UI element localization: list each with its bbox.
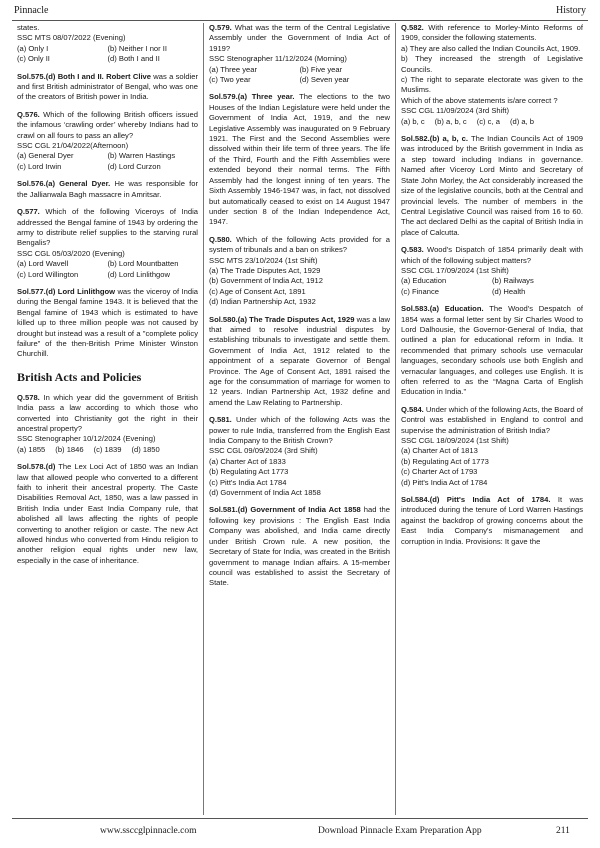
option: (d) Pitt's India Act of 1784	[401, 477, 488, 487]
question-options	[17, 151, 198, 172]
column-2	[204, 23, 396, 815]
column-1	[12, 23, 204, 815]
question-number: Q.580.	[209, 234, 232, 244]
option: (a) Charter Act of 1833	[209, 456, 286, 466]
question-number: Q.578.	[17, 392, 40, 402]
q575-meta: SSC MTS 08/07/2022 (Evening)	[17, 33, 126, 43]
option: (d) Lord Linlithgow	[107, 269, 170, 279]
solution-578	[17, 462, 198, 566]
option: (c) Only II	[17, 54, 50, 64]
question-options	[401, 117, 583, 127]
solution-heading: Sol.576.(a) General Dyer.	[17, 179, 111, 189]
option: (a) Three year	[209, 64, 257, 74]
exam-meta: SSC CGL 09/09/2024 (3rd Shift)	[209, 446, 318, 456]
option: (a) The Trade Disputes Act, 1929	[209, 265, 321, 275]
exam-meta: SSC CGL 21/04/2022(Afternoon)	[17, 141, 129, 151]
option: (b) Regulating Act of 1773	[401, 456, 489, 466]
option: (c) Age of Consent Act, 1891	[209, 286, 306, 296]
option: (d) Lord Curzon	[107, 161, 161, 171]
q575-text-tail: states.	[17, 23, 40, 32]
question-text: Wood’s Dispatch of 1854 primarily dealt with which of the following subject matters?	[401, 245, 583, 265]
question-582	[401, 23, 583, 127]
solution-heading: Sol.582.(b) a, b, c.	[401, 134, 469, 144]
solution-text: The Lex Loci Act of 1850 was an Indian law that allowed people who converted to a different faith to inherit their ancestral property. The Caste Disabilities Removal Act, 1850, was a law passed in British India under East India Company rule, that abolished all laws affecting the rights of people converting to another religion or caste. The new Act allowed hindus who converted from Hindu religion to another religion equal rights under new law, especially in the case of inheritance.	[17, 462, 198, 565]
question-number: Q.584.	[401, 404, 424, 414]
header-rule	[12, 20, 588, 21]
question-text: Which of the following Viceroys of India addressed the Bengal famine of 1943 by ordering the army to distribute relief supplies to the starving rural Bengalis?	[17, 207, 198, 248]
option: (b) Railways	[492, 276, 534, 286]
option: (d) Seven year	[299, 75, 350, 85]
solution-text: He was responsible for the Jallianwala Bagh massacre in Amritsar.	[17, 179, 198, 199]
question-options	[209, 266, 390, 308]
option: (a) 1855	[17, 444, 46, 454]
option: (d) Government of India Act 1858	[209, 488, 321, 498]
option: (c) Lord Willington	[17, 269, 79, 279]
solution-text: The Indian Councils Act of 1909 was introduced by the British government in India as a step toward including Indians in governance. Named after Viceroy Lord Minto and Secretary of State John Morley, the Act considerably increased the size of the legislative councils, both at the Central and provincial levels. The number of members in the Central Legislative Council was raised from 16 to 60. The act declared Delhi as the capital of British India in place of Calcutta.	[401, 134, 583, 237]
q575-tail	[17, 23, 198, 65]
solution-text: had the following key provisions : The English East India Company was abolished, and India came directly under British Crown rule. A new position, the Secretary of State for India, was created in the British government to manage Indian affairs. A 15-member council was established to assist the Secretary of State.	[209, 505, 390, 588]
page-header	[0, 0, 600, 22]
option: (a) Education	[401, 276, 447, 286]
option: (c) Charter Act of 1793	[401, 467, 478, 477]
solution-575	[17, 72, 198, 103]
question-576	[17, 110, 198, 172]
solution-text: The Wood's Despatch of 1854 was a formal letter sent by Sir Charles Wood to Lord Dalhousie, the Governor-General of India, that outlined a plan for educational reform in India. It recommended that primary schools use vernacular languages, secondary schools use both English and vernacular languages, and colleges use English. It is often referred to as the “Magna Carta of English Education in India.”	[401, 304, 583, 397]
solution-heading: Sol.580.(a) The Trade Disputes Act, 1929	[209, 314, 355, 324]
option: (b) Government of India Act, 1912	[209, 276, 323, 286]
option: (b) Lord Mountbatten	[107, 259, 179, 269]
page-footer	[0, 818, 600, 848]
option: (a) Lord Wavell	[17, 259, 69, 269]
exam-meta: SSC CGL 11/09/2024 (3rd Shift)	[401, 106, 510, 116]
question-options	[209, 65, 390, 86]
question-number: Q.576.	[17, 109, 40, 119]
question-text: Under which of the following Acts, the Board of Control was established in England to control and supervise the administration of British India?	[401, 404, 583, 435]
header-subject: History	[556, 5, 586, 16]
question-number: Q.581.	[209, 415, 232, 425]
exam-meta: SSC CGL 05/03/2020 (Evening)	[17, 248, 125, 258]
question-583	[401, 245, 583, 297]
option: (d) 1850	[131, 444, 160, 454]
exam-meta: SSC MTS 23/10/2024 (1st Shift)	[209, 255, 318, 265]
question-text: Which of the following Acts provided for a system of tribunals and a ban on strikes?	[209, 234, 390, 255]
question-580	[209, 235, 390, 308]
option: (c) c, a	[476, 116, 500, 126]
option: (b) Five year	[299, 64, 343, 74]
question-text: Under which of the following Acts was the power to rule India, transferred from the English East India Company to the British Crown?	[209, 415, 390, 446]
footer-website-link[interactable]: www.ssccglpinnacle.com	[100, 826, 197, 836]
header-publisher: Pinnacle	[14, 5, 49, 16]
question-579	[209, 23, 390, 85]
solution-heading: Sol.581.(d) Government of India Act 1858	[209, 505, 361, 515]
solution-text: The elections to the two Houses of the Indian Legislature were held under the Government of India Act, 1919, and the new Legislative Assembly was inaugurated on 9 February 1921. The First and the Second Assemblies were dissolved within their life term of three years. The life of the Third, Fourth and the Fifth Assemblies were extended beyond their normal terms. The Fifth Assembly had the longest inning of ten years. The Sixth Assembly 1946-1947 was, in fact, not dissolved but automatically ceased to exist on 14 August 1947 under section 8 of the Indian Independence Act, 1947.	[209, 92, 390, 227]
solution-text: It was introduced during the tenure of Lord Warren Hastings against the backdrop of growing concerns about the East India Company's mismanagement and corruption in India. Provisions: It gave the	[401, 495, 583, 546]
question-text: What was the term of the Central Legislative Assembly under the Government of India Act of 1919?	[209, 23, 390, 53]
solution-text: was a law that aimed to resolve industrial disputes by establishing tribunals to investigate and settle them. Government of India Act, 1912 related to the appointment of a separate Governor of Bengal Province. The Age of Consent Act, 1891 raised the age for the consummation of marriage for women to 12 years. Indian Partnership Act, 1932 define and amend the Law Relating to Partnership.	[209, 314, 390, 407]
exam-meta: SSC CGL 18/09/2024 (1st Shift)	[401, 436, 509, 446]
option: (c) 1839	[93, 444, 122, 454]
option: (b) Regulating Act 1773	[209, 467, 289, 477]
option: (d) Indian Partnership Act, 1932	[209, 297, 316, 307]
solution-heading: Sol.583.(a) Education.	[401, 304, 484, 314]
question-584	[401, 405, 583, 488]
solution-581	[209, 505, 390, 588]
option: (d) Both I and II	[107, 54, 160, 64]
solution-heading: Sol.584.(d) Pitt's India Act of 1784.	[401, 495, 551, 505]
option: (b) Warren Hastings	[107, 151, 176, 161]
option: (b) Neither I nor II	[107, 43, 168, 53]
question-options	[209, 457, 390, 499]
option: (c) Lord Irwin	[17, 161, 62, 171]
exam-meta: SSC Stenographer 11/12/2024 (Morning)	[209, 54, 347, 64]
option: (b) 1846	[55, 444, 84, 454]
question-text: Which of the following British officers issued the infamous ‘crawling order’ whereby Indians had to crawl on all fours to pass an alley?	[17, 109, 198, 140]
solution-577	[17, 287, 198, 360]
solution-582	[401, 134, 583, 238]
option: (c) Two year	[209, 75, 251, 85]
exam-meta: SSC Stenographer 10/12/2024 (Evening)	[17, 434, 156, 444]
footer-rule	[12, 818, 588, 819]
question-577	[17, 207, 198, 280]
option: (d) Health	[492, 286, 526, 296]
option: (a) General Dyer	[17, 151, 74, 161]
question-options	[17, 445, 198, 455]
question-number: Q.577.	[17, 207, 40, 217]
option: (c) Pitt's India Act 1784	[209, 477, 287, 487]
solution-580	[209, 315, 390, 409]
solution-heading: Sol.579.(a) Three year.	[209, 92, 295, 102]
solution-579	[209, 92, 390, 227]
question-581	[209, 415, 390, 498]
option: (a) Charter Act of 1813	[401, 446, 478, 456]
option: (d) a, b	[509, 116, 534, 126]
page-number: 211	[556, 826, 570, 836]
statement: c) The right to separate electorate was given to the Muslims.	[401, 75, 583, 95]
question-number: Q.579.	[209, 23, 232, 32]
question-options	[401, 276, 583, 297]
question-options	[17, 259, 198, 280]
solution-text: was the viceroy of India during the Bengal famine 1943. It is believed that the Bengal famine of 1943 which is estimated to have killed up to three million people was not caused by drought but instead was a result of a "complete policy failure" of the then-British Prime Minister Winston Churchill.	[17, 286, 198, 359]
option: (c) Finance	[401, 286, 439, 296]
question-578	[17, 393, 198, 455]
solution-heading: Sol.577.(d) Lord Linlithgow	[17, 286, 116, 296]
solution-text: was a soldier and first British administrator of Bengal, who was one of the creators of British power in India.	[17, 71, 198, 102]
statement: a) They are also called the Indian Councils Act, 1909.	[401, 43, 581, 53]
q575-options	[17, 44, 198, 65]
section-title: British Acts and Policies	[17, 369, 142, 384]
footer-app-promo: Download Pinnacle Exam Preparation App	[318, 826, 482, 836]
exam-meta: SSC CGL 17/09/2024 (1st Shift)	[401, 265, 509, 275]
question-options	[401, 446, 583, 488]
content-columns	[12, 23, 588, 815]
solution-584	[401, 495, 583, 547]
column-3	[396, 23, 588, 815]
solution-576	[17, 179, 198, 200]
question-number: Q.583.	[401, 245, 424, 255]
question-number: Q.582.	[401, 23, 424, 32]
option: (a) b, c	[401, 116, 425, 126]
solution-heading: Sol.575.(d) Both I and II. Robert Clive	[17, 71, 151, 81]
statement: b) They increased the strength of Legislative Councils.	[401, 54, 583, 74]
option: (b) a, b, c	[434, 116, 467, 126]
solution-heading: Sol.578.(d)	[17, 462, 56, 472]
question-text: In which year did the government of British India pass a law according to which those who converted into Christianity got the right in their ancestral property?	[17, 392, 198, 433]
statement: Which of the above statements is/are correct ?	[401, 95, 558, 105]
solution-583	[401, 304, 583, 398]
option: (a) Only I	[17, 43, 49, 53]
question-text: With reference to Morley-Minto Reforms of 1909, consider the following statements.	[401, 23, 583, 43]
